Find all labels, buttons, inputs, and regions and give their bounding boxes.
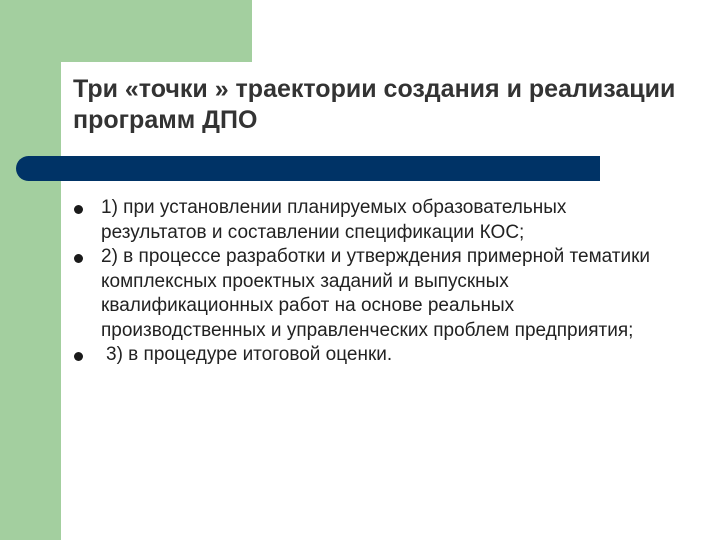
title-divider bbox=[16, 156, 600, 181]
bullet-dot-icon bbox=[74, 352, 83, 361]
decorative-green-bar bbox=[0, 0, 61, 540]
bullet-text: 2) в процессе разработки и утверждения примерной тематики комплексных проектных заданий и выпускных квалификационных работ на основе реальных производственных и управленческих проблем предприятия; bbox=[101, 246, 651, 341]
bullet-text: 3) в процедуре итоговой оценки. bbox=[106, 344, 393, 365]
bullet-item bbox=[73, 196, 673, 245]
bullet-list bbox=[73, 196, 673, 368]
slide-title: Три «точки » траектории создания и реализации программ ДПО bbox=[73, 75, 676, 134]
bullet-item bbox=[73, 343, 673, 368]
bullet-dot-icon bbox=[74, 254, 83, 263]
bullet-dot-icon bbox=[74, 205, 83, 214]
bullet-item bbox=[73, 245, 673, 343]
decorative-green-block bbox=[0, 0, 252, 62]
title-divider-bar bbox=[28, 156, 600, 181]
bullet-text: 1) при установлении планируемых образовательных результатов и составлении спецификации КОС; bbox=[101, 197, 567, 243]
